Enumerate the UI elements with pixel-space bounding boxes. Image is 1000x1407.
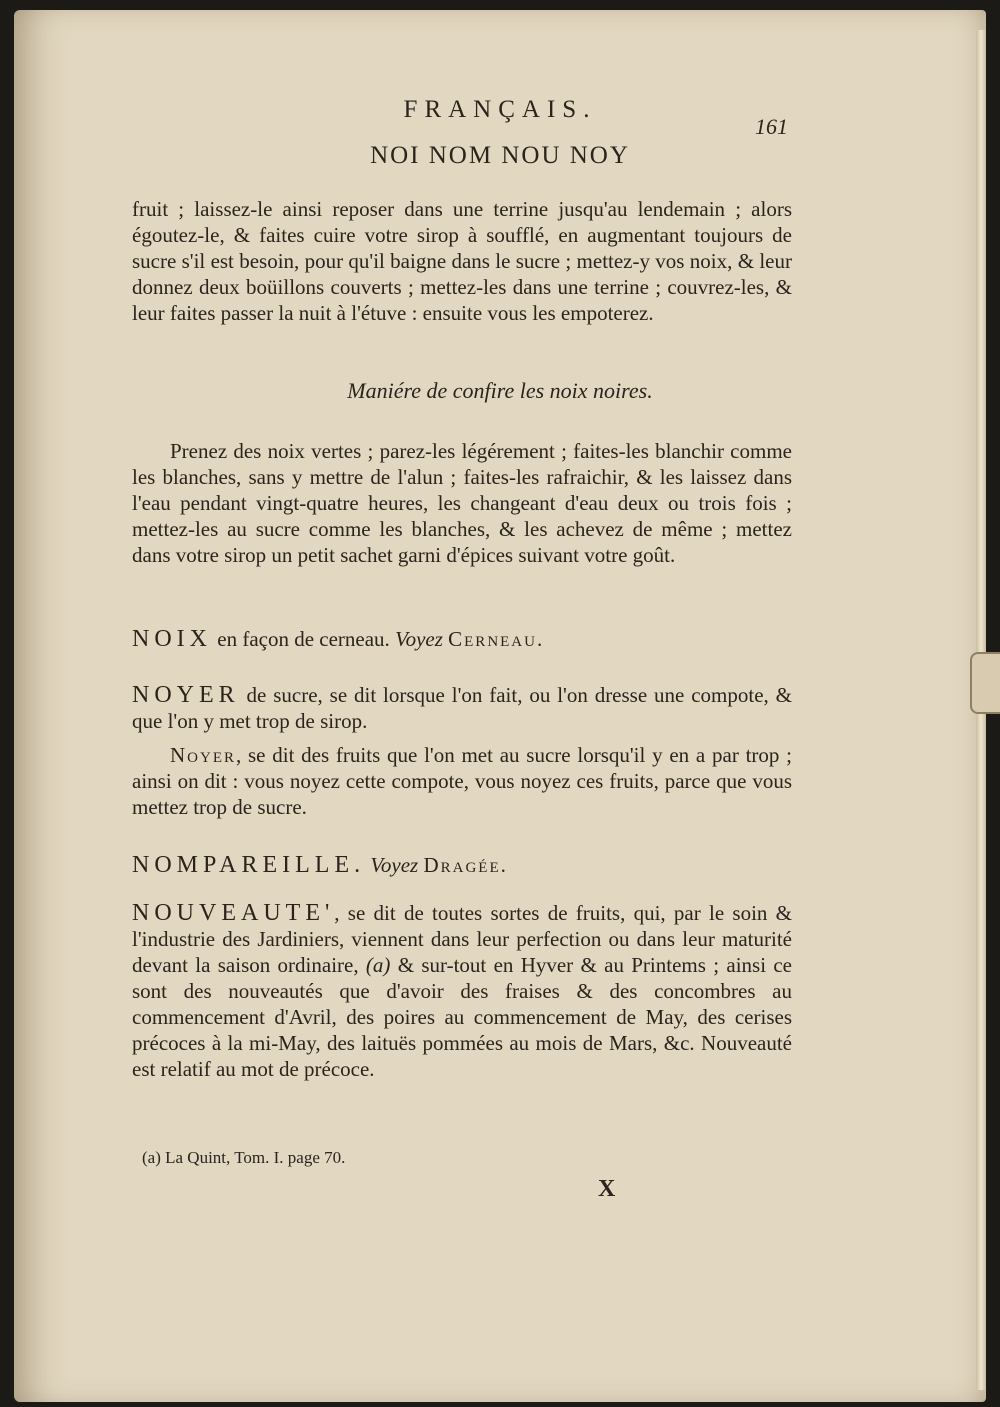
page-number: 161 xyxy=(755,114,788,139)
section-title: Maniére de confire les noix noires. xyxy=(347,378,653,403)
entry-text: & sur-tout en Hyver & au Printems ; ainsi ce sont des nouveautés que d'avoir des fraises & des concombres au commencement d'Avril, des poires au commencement de May, des cerises précoces à la mi-May, des laituës pommées au mois de Mars, &c. Nouveauté est relatif au mot de précoce. xyxy=(132,953,792,1081)
entry-text: , se dit de toutes sortes de fruits, qui, par le soin & l'industrie des Jardiniers, viennent dans leur perfection ou dans leur maturité devant la saison ordinaire, xyxy=(132,901,792,977)
entry-keyword: NOYER xyxy=(132,682,240,708)
paragraph-2: Prenez des noix vertes ; parez-les légérement ; faites-les blanchir comme les blanches, sans y mettre de l'alun ; faites-les rafraichir, & les laissez dans l'eau pendant vingt-quatre heures, les changeant d'eau deux ou trois fois ; mettez-les au sucre comme les blanches, & les achevez de même ; mettez dans votre sirop un petit sachet garni d'épices suivant votre goût. xyxy=(132,439,792,567)
entry-noyer-2 xyxy=(132,742,792,820)
cross-reference: Cerneau. xyxy=(448,627,545,651)
footnote-mark: (a) xyxy=(365,953,391,977)
page-tab-marker xyxy=(970,652,1000,714)
cross-reference: Dragée. xyxy=(423,853,508,877)
entry-nompareille xyxy=(132,852,792,878)
entry-nouveaute xyxy=(132,900,792,1082)
see-label: Voyez xyxy=(395,627,443,651)
signature-mark: X xyxy=(598,1176,616,1202)
entry-keyword: NOMPAREILLE. xyxy=(132,852,366,878)
footnote: (a) La Quint, Tom. I. page 70. xyxy=(142,1148,346,1167)
paragraph-1: fruit ; laissez-le ainsi reposer dans une terrine jusqu'au lendemain ; alors égoutez-le, & faites cuire votre sirop à soufflé, en augmentant toujours de sucre s'il est besoin, pour qu'il baigne dans le sucre ; mettez-y vos noix, & leur donnez deux boüillons couverts ; mettez-les dans une terrine ; couvrez-les, & leur faites passer la nuit à l'étuve : ensuite vous les empoterez. xyxy=(132,197,792,325)
entry-keyword: NOUVEAUTE' xyxy=(132,900,335,926)
entry-noyer xyxy=(132,682,792,734)
see-label: Voyez xyxy=(370,853,419,877)
book-page xyxy=(14,10,986,1402)
entry-keyword: NOIX xyxy=(132,626,212,652)
entry-text: de sucre, se dit lorsque l'on fait, ou l'on dresse une compote, & que l'on y met trop de sirop. xyxy=(132,683,792,733)
entry-keyword: Noyer xyxy=(170,743,236,767)
entry-text: , se dit des fruits que l'on met au sucre lorsqu'il y en a par trop ; ainsi on dit : vous noyez cette compote, vous noyez ces fruits, parce que vous mettez trop de sucre. xyxy=(132,743,792,819)
entry-text: en façon de cerneau. xyxy=(212,627,396,651)
entry-noix xyxy=(132,626,792,652)
guide-words: NOI NOM NOU NOY xyxy=(370,142,630,169)
running-head: FRANÇAIS. xyxy=(403,96,597,123)
